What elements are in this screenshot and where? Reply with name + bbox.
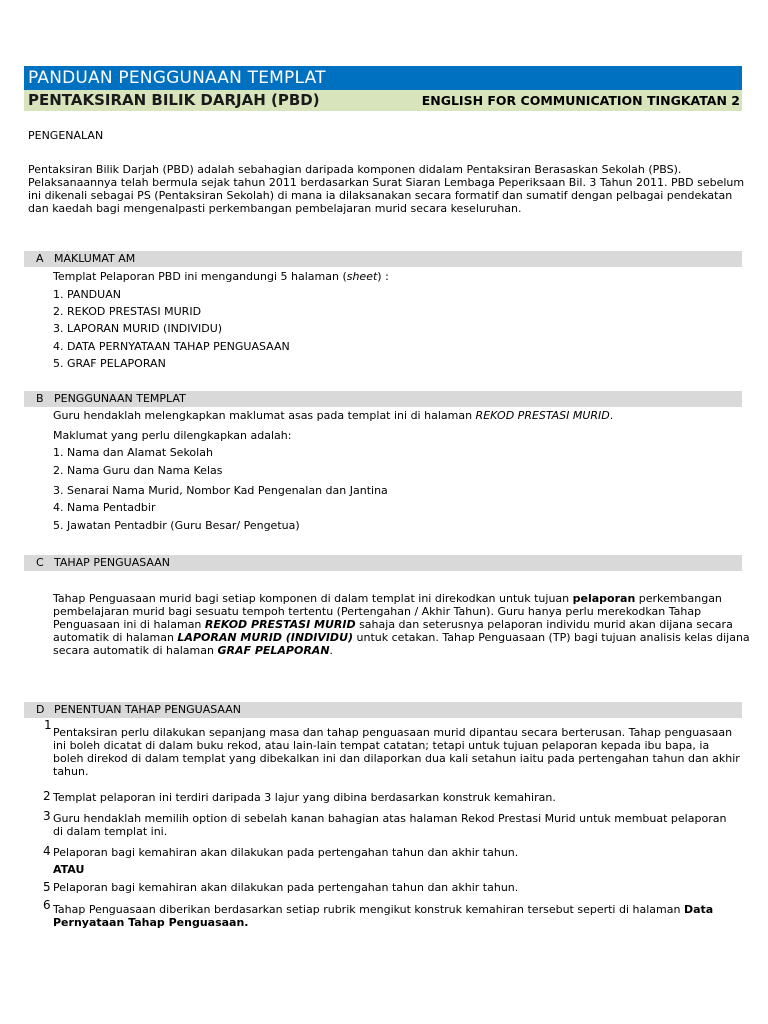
item-number: 5 [43, 880, 51, 894]
section-d-line: Pelaporan bagi kemahiran akan dilakukan pada pertengahan tahun dan akhir tahun. [53, 846, 519, 859]
list-item: 2. Nama Guru dan Nama Kelas [53, 464, 223, 477]
section-title: PENGGUNAAN TEMPLAT [54, 392, 186, 405]
list-item: 5. GRAF PELAPORAN [53, 357, 166, 370]
section-b-header [24, 391, 742, 407]
item-number: 3 [43, 809, 51, 823]
item-number: 6 [43, 898, 51, 912]
section-d-line: Templat pelaporan ini terdiri daripada 3 lajur yang dibina berdasarkan konstruk kemahiran. [53, 791, 556, 804]
section-d-line: Pentaksiran perlu dilakukan sepanjang masa dan tahap penguasaan murid dipantau secara berterusan. Tahap penguasaan [53, 726, 733, 739]
section-title: MAKLUMAT AM [54, 252, 136, 265]
section-d-line: ini boleh dicatat di dalam buku rekod, atau lain-lain tempat catatan; tetapi untuk tujuan pelaporan kepada ibu bapa, ia [53, 739, 710, 752]
section-c-line: pembelajaran murid bagi sesuatu tempoh tertentu (Pertengahan / Akhir Tahun). Guru hanya perlu merekodkan Tahap [53, 605, 702, 618]
section-title: PENENTUAN TAHAP PENGUASAAN [54, 703, 242, 716]
section-d-line: Pernyataan Tahap Penguasaan. [53, 916, 249, 929]
list-item: 4. DATA PERNYATAAN TAHAP PENGUASAAN [53, 340, 290, 353]
section-title: TAHAP PENGUASAAN [54, 556, 170, 569]
section-c-header [24, 555, 742, 571]
section-a-lead: Templat Pelaporan PBD ini mengandungi 5 halaman (sheet) : [53, 270, 389, 283]
item-number: 1 [44, 718, 52, 732]
section-c-line: automatik di halaman LAPORAN MURID (INDIVIDU) untuk cetakan. Tahap Penguasaan (TP) bagi tujuan analisis kelas dijana [53, 631, 750, 644]
section-d-line: boleh direkod di dalam templat yang dibekalkan ini dan dilaporkan dua kali setahun iaitu pada pertengahan tahun dan akhir [53, 752, 740, 765]
document-title: PANDUAN PENGGUNAAN TEMPLAT [24, 66, 742, 90]
list-item: 2. REKOD PRESTASI MURID [53, 305, 202, 318]
intro-line: dan kaedah bagi mengenalpasti perkembangan pembelajaran murid secara keseluruhan. [28, 202, 522, 215]
intro-line: ini dikenali sebagai PS (Pentaksiran Sekolah) di mana ia dilaksanakan secara formatif dan sumatif dengan pelbagai pendekatan [28, 189, 733, 202]
section-letter: C [36, 556, 44, 569]
section-d-header [24, 702, 742, 718]
section-d-line: Tahap Penguasaan diberikan berdasarkan setiap rubrik mengikut konstruk kemahiran tersebut seperti di halaman Data [53, 903, 714, 916]
intro-line: Pentaksiran Bilik Darjah (PBD) adalah sebahagian daripada komponen didalam Pentaksiran Berasaskan Sekolah (PBS). [28, 163, 682, 176]
section-d-line: Pelaporan bagi kemahiran akan dilakukan pada pertengahan tahun dan akhir tahun. [53, 881, 519, 894]
section-d-line: tahun. [53, 765, 89, 778]
section-letter: B [36, 392, 44, 405]
intro-heading: PENGENALAN [28, 129, 104, 142]
list-item: 1. PANDUAN [53, 288, 121, 301]
section-b-lead: Guru hendaklah melengkapkan maklumat asas pada templat ini di halaman REKOD PRESTASI MURID. [53, 409, 614, 422]
item-number: 4 [43, 844, 51, 858]
course-name: ENGLISH FOR COMMUNICATION TINGKATAN 2 [421, 93, 740, 108]
list-item: 3. Senarai Nama Murid, Nombor Kad Pengenalan dan Jantina [53, 484, 388, 497]
document-subtitle: PENTAKSIRAN BILIK DARJAH (PBD) [28, 91, 320, 109]
section-b-sublead: Maklumat yang perlu dilengkapkan adalah: [53, 429, 292, 442]
section-a-header [24, 251, 742, 267]
list-item: 4. Nama Pentadbir [53, 501, 156, 514]
section-d-line: Guru hendaklah memilih option di sebelah kanan bahagian atas halaman Rekod Prestasi Murid untuk membuat pelaporan [53, 812, 727, 825]
header-subtitle-bar [24, 90, 742, 111]
section-c-line: Tahap Penguasaan murid bagi setiap komponen di dalam templat ini direkodkan untuk tujuan pelaporan perkembangan [53, 592, 722, 605]
section-c-line: Penguasaan ini di halaman REKOD PRESTASI MURID sahaja dan seterusnya pelaporan individu murid akan dijana secara [53, 618, 733, 631]
or-separator: ATAU [53, 863, 85, 876]
list-item: 5. Jawatan Pentadbir (Guru Besar/ Pengetua) [53, 519, 300, 532]
section-letter: D [36, 703, 45, 716]
item-number: 2 [43, 789, 51, 803]
section-d-line: di dalam templat ini. [53, 825, 168, 838]
section-letter: A [36, 252, 44, 265]
list-item: 1. Nama dan Alamat Sekolah [53, 446, 213, 459]
list-item: 3. LAPORAN MURID (INDIVIDU) [53, 322, 223, 335]
intro-line: Pelaksanaannya telah bermula sejak tahun 2011 berdasarkan Surat Siaran Lembaga Peperiksaan Bil. 3 Tahun 2011. PBD sebelum [28, 176, 745, 189]
section-c-line: secara automatik di halaman GRAF PELAPORAN. [53, 644, 334, 657]
